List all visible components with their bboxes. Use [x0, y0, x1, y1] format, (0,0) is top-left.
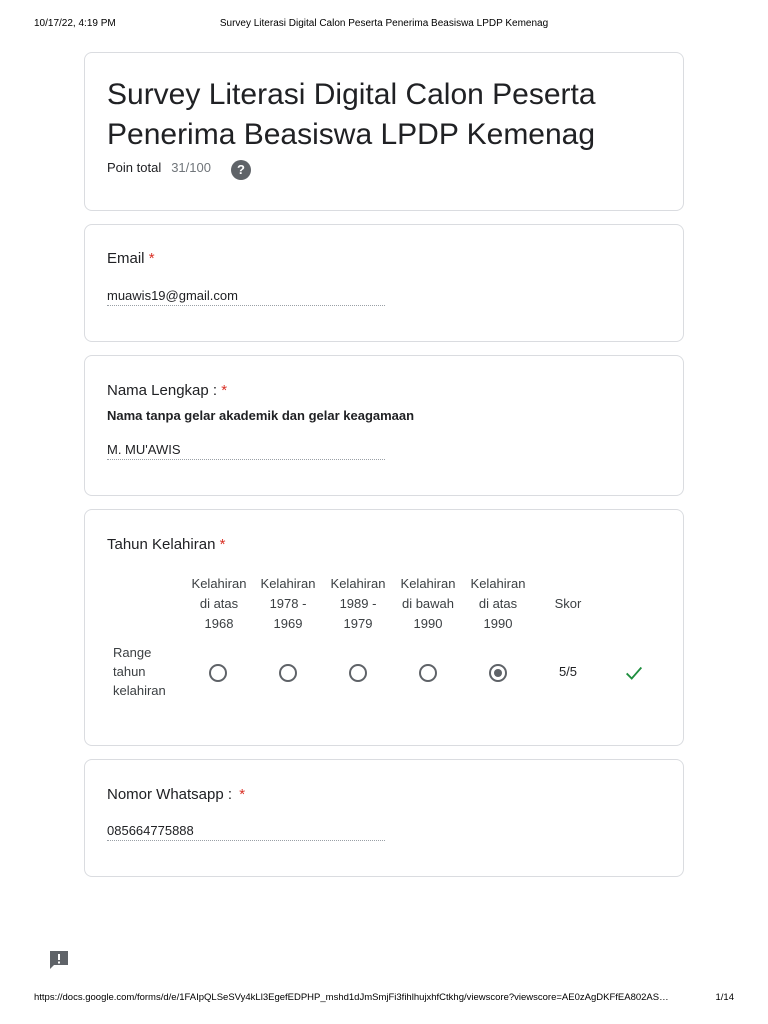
grid-radio[interactable]	[419, 664, 437, 682]
form-title: Survey Literasi Digital Calon Peserta Penerima Beasiswa LPDP Kemenag	[107, 78, 596, 151]
grid-column-header: Kelahiran di atas 1968	[191, 576, 247, 631]
total-points-label: Poin total	[107, 160, 162, 175]
grid-column-header: Kelahiran di bawah 1990	[400, 576, 456, 631]
check-icon	[623, 662, 645, 684]
form-header-card	[84, 52, 684, 211]
required-mark: *	[239, 786, 246, 803]
required-mark: *	[148, 250, 155, 267]
email-label-text: Email	[107, 250, 145, 267]
print-url: https://docs.google.com/forms/d/e/1FAIpQLSeSVy4kLl3EgefEDPHP_mshd1dJmSmjFi3fihlhujxhfCtkhg/viewscore?viewscore=AE0zAgDKFfEA802AS…	[34, 992, 669, 1003]
tahun-label-text: Tahun Kelahiran	[107, 536, 216, 553]
question-card-tahun	[84, 509, 684, 746]
whatsapp-answer: 085664775888	[107, 823, 385, 841]
question-label-tahun	[107, 536, 225, 553]
grid-radio[interactable]	[279, 664, 297, 682]
help-icon[interactable]: ?	[231, 160, 251, 180]
total-points-value: 31/100	[171, 160, 211, 175]
question-card-email	[84, 224, 684, 342]
grid-radio[interactable]	[489, 664, 507, 682]
print-title: Survey Literasi Digital Calon Peserta Penerima Beasiswa LPDP Kemenag	[219, 18, 549, 29]
print-header	[34, 18, 734, 32]
grid-column-header: Kelahiran 1989 - 1979	[330, 576, 386, 631]
grid-column-header: Kelahiran di atas 1990	[470, 576, 526, 631]
question-card-whatsapp	[84, 759, 684, 877]
grid-radio[interactable]	[349, 664, 367, 682]
email-answer: muawis19@gmail.com	[107, 288, 385, 306]
question-card-nama	[84, 355, 684, 496]
print-datetime: 10/17/22, 4:19 PM	[34, 18, 116, 29]
question-label-whatsapp	[107, 786, 245, 803]
total-points	[107, 160, 211, 175]
grid-radio[interactable]	[209, 664, 227, 682]
grid-row-label: Range tahun kelahiran	[113, 645, 166, 698]
nama-label-text: Nama Lengkap :	[107, 382, 218, 399]
grid-score: 5/5	[558, 664, 578, 679]
print-page-number: 1/14	[715, 992, 734, 1003]
grid-column-header: Kelahiran 1978 - 1969	[260, 576, 316, 631]
question-label-email	[107, 250, 155, 267]
required-mark: *	[221, 382, 228, 399]
nama-answer: M. MU'AWIS	[107, 442, 385, 460]
print-footer	[34, 992, 734, 1006]
required-mark: *	[219, 536, 226, 553]
question-description-nama: Nama tanpa gelar akademik dan gelar keagamaan	[107, 408, 415, 423]
score-column-header: Skor	[554, 596, 582, 611]
report-problem-icon[interactable]	[48, 950, 70, 970]
question-label-nama	[107, 382, 227, 399]
whatsapp-label-text: Nomor Whatsapp :	[107, 786, 233, 803]
